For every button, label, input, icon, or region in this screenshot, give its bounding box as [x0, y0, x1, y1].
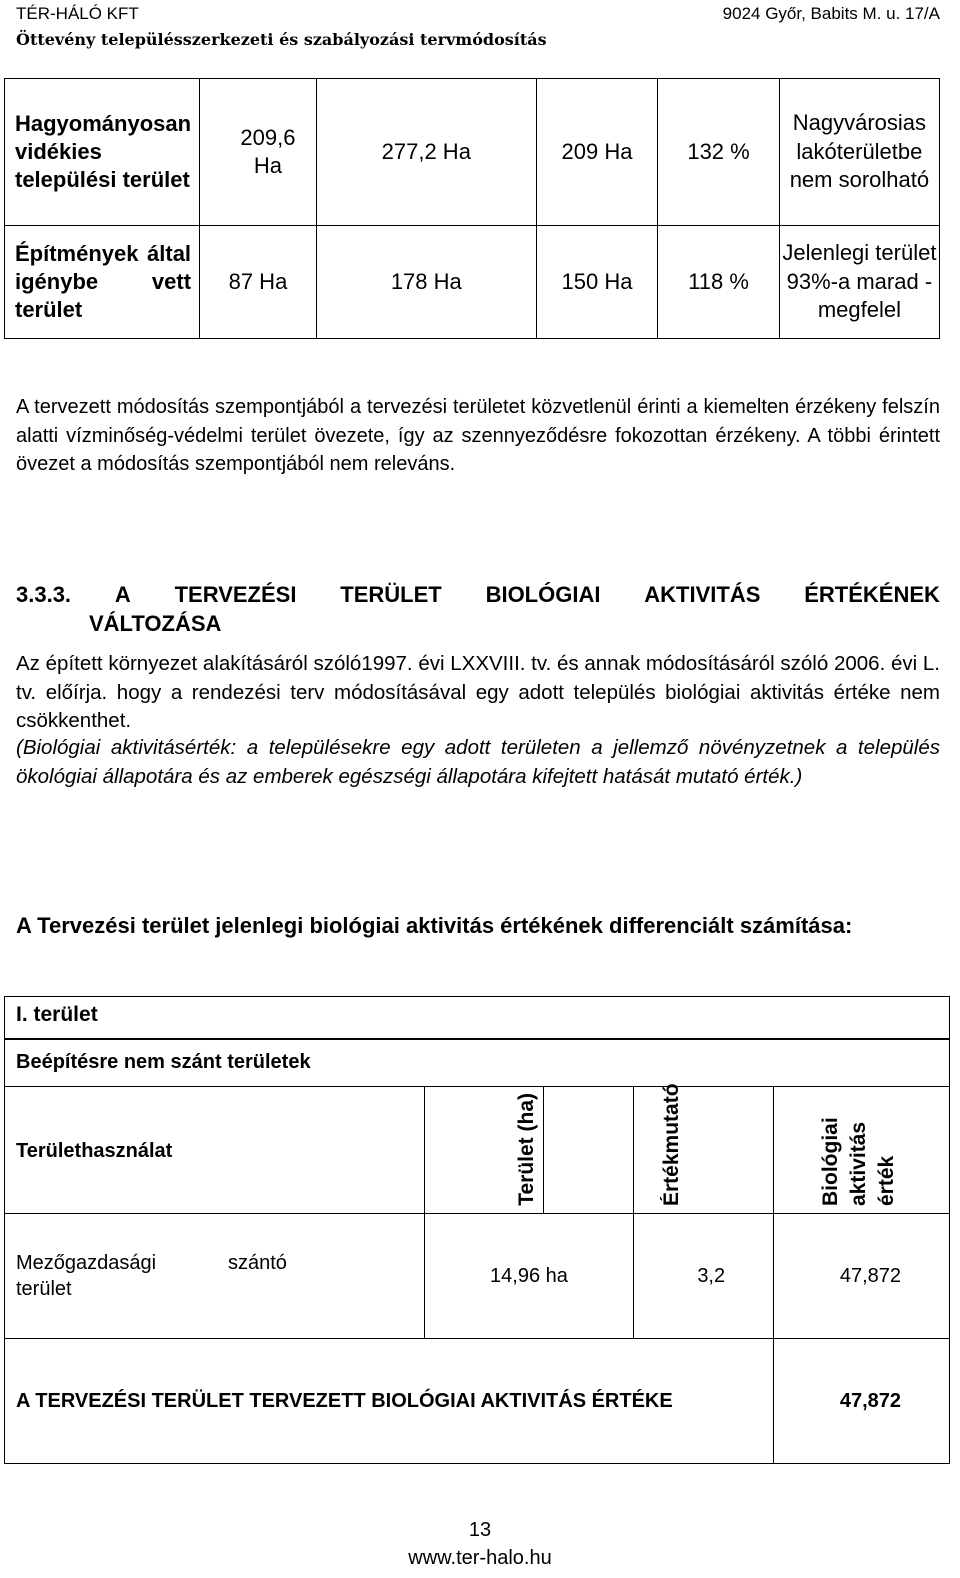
empty-cell — [544, 1087, 634, 1214]
heading-line2: VÁLTOZÁSA — [89, 610, 222, 636]
landuse-category: Mezőgazdasági terület — [16, 1252, 157, 1300]
company-address: 9024 Győr, Babits M. u. 17/A — [722, 4, 940, 23]
header-bio-cell — [774, 1087, 950, 1214]
landuse-type: szántó — [228, 1252, 287, 1274]
heading-word: ÉRTÉKÉNEK — [804, 582, 940, 607]
value-cell: 209,6 Ha — [200, 79, 317, 226]
header-factor: Értékmutató — [660, 1083, 684, 1206]
zone-paragraph: A tervezett módosítás szempontjából a tervezési területet közvetlenül érinti a kiemelten érzékeny felszín alatti vízminőség-védelmi terület övezete, így az szennyeződésre fokozottan érzékeny. A többi érintett övezet a módosítás szempontjából nem releváns. — [16, 396, 940, 475]
total-label: A TERVEZÉSI TERÜLET TERVEZETT BIOLÓGIAI AKTIVITÁS ÉRTÉKE — [5, 1339, 774, 1464]
area-value — [424, 1214, 634, 1339]
document-subtitle: Öttevény településszerkezeti és szabályozási tervmódosítás — [16, 30, 547, 49]
section-number: 3.3.3. — [16, 582, 72, 607]
heading-word: AKTIVITÁS — [644, 582, 761, 607]
page-number: 13 — [468, 1519, 492, 1541]
value-cell: 277,2 Ha — [316, 79, 536, 226]
land-use-table — [4, 78, 940, 339]
header-area: Terület (ha) — [515, 1093, 539, 1206]
value-cell: 87 Ha — [200, 226, 317, 339]
value-cell: 118 % — [658, 226, 780, 339]
table-row — [5, 1214, 950, 1339]
factor-value: 3,2 — [634, 1214, 774, 1339]
header-area-cell — [424, 1087, 544, 1214]
total-row — [5, 1339, 950, 1464]
section-heading — [16, 581, 940, 638]
heading-word: TERVEZÉSI — [174, 582, 297, 607]
definition-paragraph: (Biológiai aktivitásérték: a településekre egy adott területen a jellemző növényzetnek a település ökológiai állapotára és az emberek egészségi állapotára kifejtett hatását mutató érték.) — [16, 736, 940, 788]
page-header — [16, 4, 940, 54]
value-cell: 178 Ha — [316, 226, 536, 339]
row-label: Építmények által igénybe vett terület — [5, 226, 200, 339]
note-cell: Nagyvárosias lakóterületbe nem sorolható — [779, 79, 939, 226]
header-landuse: Területhasználat — [5, 1087, 425, 1214]
value-cell: 209 Ha — [536, 79, 658, 226]
landuse-cell — [5, 1214, 425, 1339]
area-text: 14,96 ha — [490, 1264, 568, 1287]
row-label: Hagyományosan vidékies települési terület — [5, 79, 200, 226]
bio-activity-table — [4, 1083, 950, 1464]
company-name: TÉR-HÁLÓ KFT — [16, 4, 139, 23]
table-row — [5, 79, 940, 226]
footer-url: www.ter-halo.hu — [408, 1547, 552, 1569]
header-factor-cell — [634, 1083, 774, 1214]
heading-word: BIOLÓGIAI — [485, 582, 601, 607]
heading-word: A — [114, 582, 131, 607]
bio-value: 47,872 — [774, 1214, 950, 1339]
category-box: Beépítésre nem szánt területek — [4, 1039, 950, 1087]
value-cell: 132 % — [658, 79, 780, 226]
law-paragraph: Az épített környezet alakításáról szóló1997. évi LXXVIII. tv. és annak módosításáról szóló 2006. évi L. tv. előírja. hogy a rendezési terv módosításával egy adott település biológiai aktivitás értéke nem csökkenthet. — [16, 652, 940, 732]
table-row — [5, 226, 940, 339]
calc-heading: A Tervezési terület jelenlegi biológiai aktivitás értékének differenciált számítása: — [16, 913, 853, 938]
area-title-box: I. terület — [4, 996, 950, 1039]
note-cell: Jelenlegi terület 93%-a marad - megfelel — [779, 226, 939, 339]
heading-word: TERÜLET — [340, 582, 442, 607]
total-value: 47,872 — [774, 1339, 950, 1464]
value-cell: 150 Ha — [536, 226, 658, 339]
header-bio: Biológiai aktivitás érték — [818, 1117, 898, 1206]
table-header-row — [5, 1087, 950, 1214]
